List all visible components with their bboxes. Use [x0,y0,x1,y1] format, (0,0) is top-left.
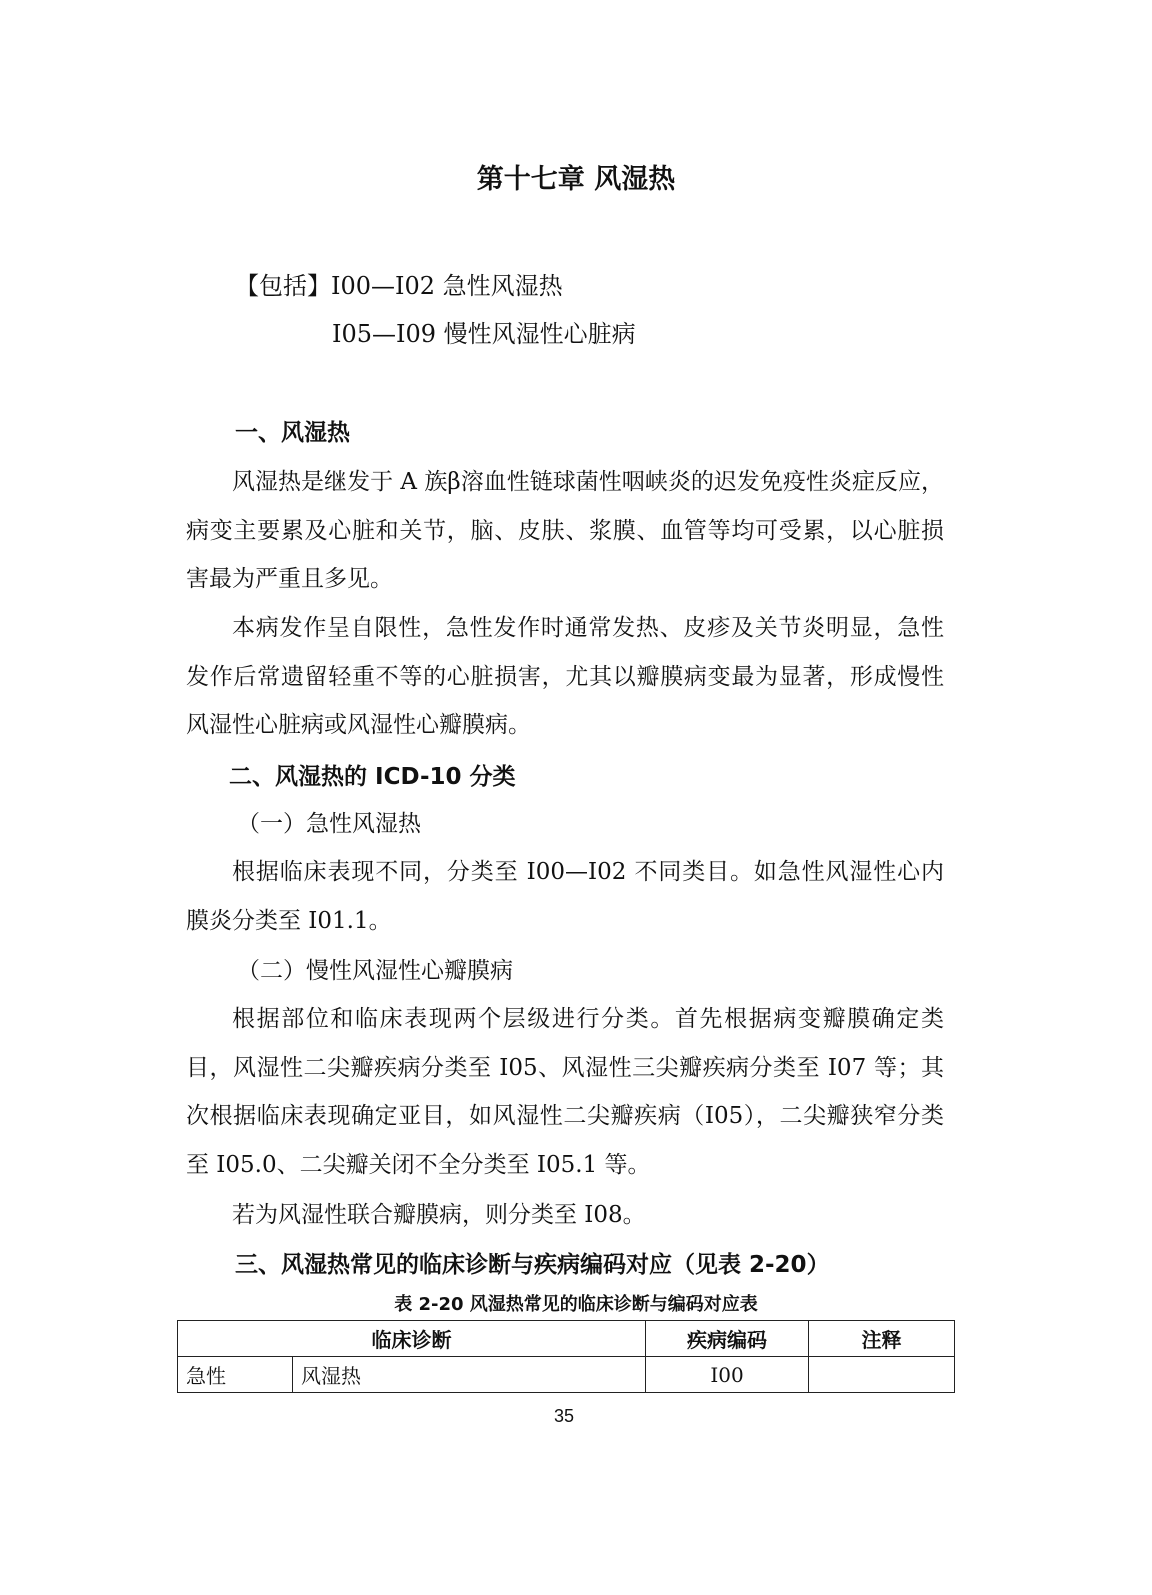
includes-line-2: I05—I09 慢性风湿性心脏病 [332,320,636,348]
page-number: 35 [553,1406,575,1426]
header-diagnosis: 临床诊断 [178,1321,646,1357]
diagnosis-code-table [177,1320,955,1393]
section-2-heading: 二、风湿热的 ICD-10 分类 [229,764,516,790]
section-2-paragraph-1: 根据临床表现不同，分类至 I00—I02 不同类目。如急性风湿性心内膜炎分类至 I01.1。 [186,859,944,934]
section-2-paragraph-3: 若为风湿性联合瓣膜病，则分类至 I08。 [232,1202,646,1228]
cell-note [809,1357,955,1393]
table-caption: 表 2-20 风湿热常见的临床诊断与编码对应表 [394,1294,758,1315]
section-2-subheading-2: （二）慢性风湿性心瓣膜病 [237,958,513,984]
section-2-paragraph-2: 根据部位和临床表现两个层级进行分类。首先根据病变瓣膜确定类目，风湿性二尖瓣疾病分类至 I05、风湿性三尖瓣疾病分类至 I07 等；其次根据临床表现确定亚目，如风湿性二尖瓣疾病（I05），二尖瓣狭窄分类至 I05.0、二尖瓣关闭不全分类至 I05.1 等。 [186,1006,944,1178]
section-1-heading: 一、风湿热 [235,420,350,446]
cell-code: I00 [646,1357,809,1393]
table-row [178,1357,955,1393]
chapter-title: 第十七章 风湿热 [476,164,676,195]
section-3-heading: 三、风湿热常见的临床诊断与疾病编码对应（见表 2-20） [235,1252,830,1278]
header-code: 疾病编码 [646,1321,809,1357]
includes-line-1: 【包括】I00—I02 急性风湿热 [235,272,563,300]
header-note: 注释 [809,1321,955,1357]
section-1-paragraph-2: 本病发作呈自限性，急性发作时通常发热、皮疹及关节炎明显，急性发作后常遗留轻重不等的心脏损害，尤其以瓣膜病变最为显著，形成慢性风湿性心脏病或风湿性心瓣膜病。 [186,615,944,738]
cell-category: 急性 [178,1357,293,1393]
section-1-paragraph-1: 风湿热是继发于 A 族β溶血性链球菌性咽峡炎的迟发免疫性炎症反应，病变主要累及心脏和关节，脑、皮肤、浆膜、血管等均可受累，以心脏损害最为严重且多见。 [186,469,944,592]
table-header-row [178,1321,955,1357]
cell-diagnosis: 风湿热 [293,1357,646,1393]
section-2-subheading-1: （一）急性风湿热 [237,811,421,837]
